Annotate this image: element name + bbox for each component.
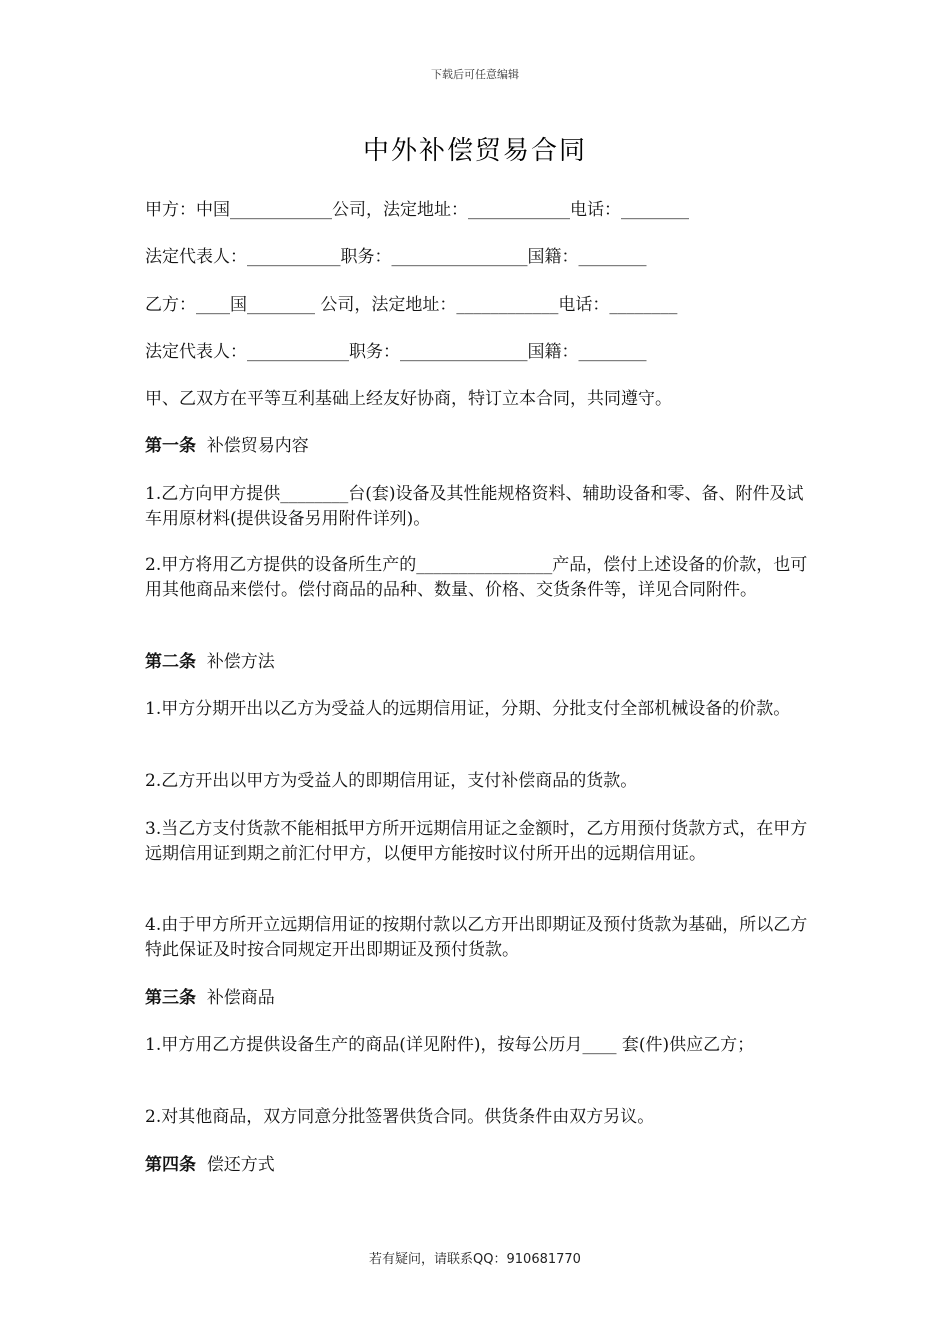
article-2-paragraph-2: 2.乙方开出以甲方为受益人的即期信用证，支付补偿商品的货款。 xyxy=(145,771,638,791)
article-number: 第二条 xyxy=(145,652,196,672)
article-number: 第三条 xyxy=(145,988,196,1008)
article-3-paragraph-2: 2.对其他商品，双方同意分批签署供货合同。供货条件由双方另议。 xyxy=(145,1107,655,1127)
article-2-paragraph-4: 4.由于甲方所开立远期信用证的按期付款以乙方开出即期证及预付货款为基础，所以乙方特此保证及时按合同规定开出即期证及预付货款。 xyxy=(145,915,808,960)
party-a-line: 甲方：中国____________公司，法定地址：____________电话：________ xyxy=(145,200,689,220)
article-name: 补偿商品 xyxy=(206,988,275,1008)
article-2-paragraph-1: 1.甲方分期开出以乙方为受益人的远期信用证，分期、分批支付全部机械设备的价款。 xyxy=(145,699,791,719)
article-4-heading xyxy=(145,1153,810,1178)
article-2-heading xyxy=(145,650,810,675)
party-b-representative-line: 法定代表人：____________职务：_______________国籍：________ xyxy=(145,342,647,362)
article-1-heading xyxy=(145,434,810,459)
header-note: 下载后可任意编辑 xyxy=(431,68,519,81)
article-number: 第四条 xyxy=(145,1155,196,1175)
party-a-representative-line: 法定代表人：___________职务：________________国籍：________ xyxy=(145,247,647,267)
article-name: 补偿贸易内容 xyxy=(206,436,309,456)
article-3-heading xyxy=(145,986,810,1011)
article-number: 第一条 xyxy=(145,436,196,456)
intro-paragraph: 甲、乙双方在平等互利基础上经友好协商，特订立本合同，共同遵守。 xyxy=(145,389,672,409)
article-1-paragraph-1: 1.乙方向甲方提供________台(套)设备及其性能规格资料、辅助设备和零、备、附件及试车用原材料(提供设备另用附件详列)。 xyxy=(145,484,804,529)
article-3-paragraph-1: 1.甲方用乙方提供设备生产的商品(详见附件)，按每公历月____ 套(件)供应乙方； xyxy=(145,1035,755,1055)
article-name: 偿还方式 xyxy=(206,1155,275,1175)
party-b-line: 乙方：____国________ 公司，法定地址：____________电话：________ xyxy=(145,295,678,315)
article-1-paragraph-2: 2.甲方将用乙方提供的设备所生产的________________产品，偿付上述设备的价款，也可用其他商品来偿付。偿付商品的品种、数量、价格、交货条件等，详见合同附件。 xyxy=(145,555,808,600)
article-name: 补偿方法 xyxy=(206,652,275,672)
article-2-paragraph-3: 3.当乙方支付货款不能相抵甲方所开远期信用证之金额时，乙方用预付货款方式，在甲方远期信用证到期之前汇付甲方，以便甲方能按时议付所开出的远期信用证。 xyxy=(145,819,808,864)
footer-contact: 若有疑问，请联系QQ：910681770 xyxy=(369,1252,581,1267)
page-title: 中外补偿贸易合同 xyxy=(362,136,587,166)
